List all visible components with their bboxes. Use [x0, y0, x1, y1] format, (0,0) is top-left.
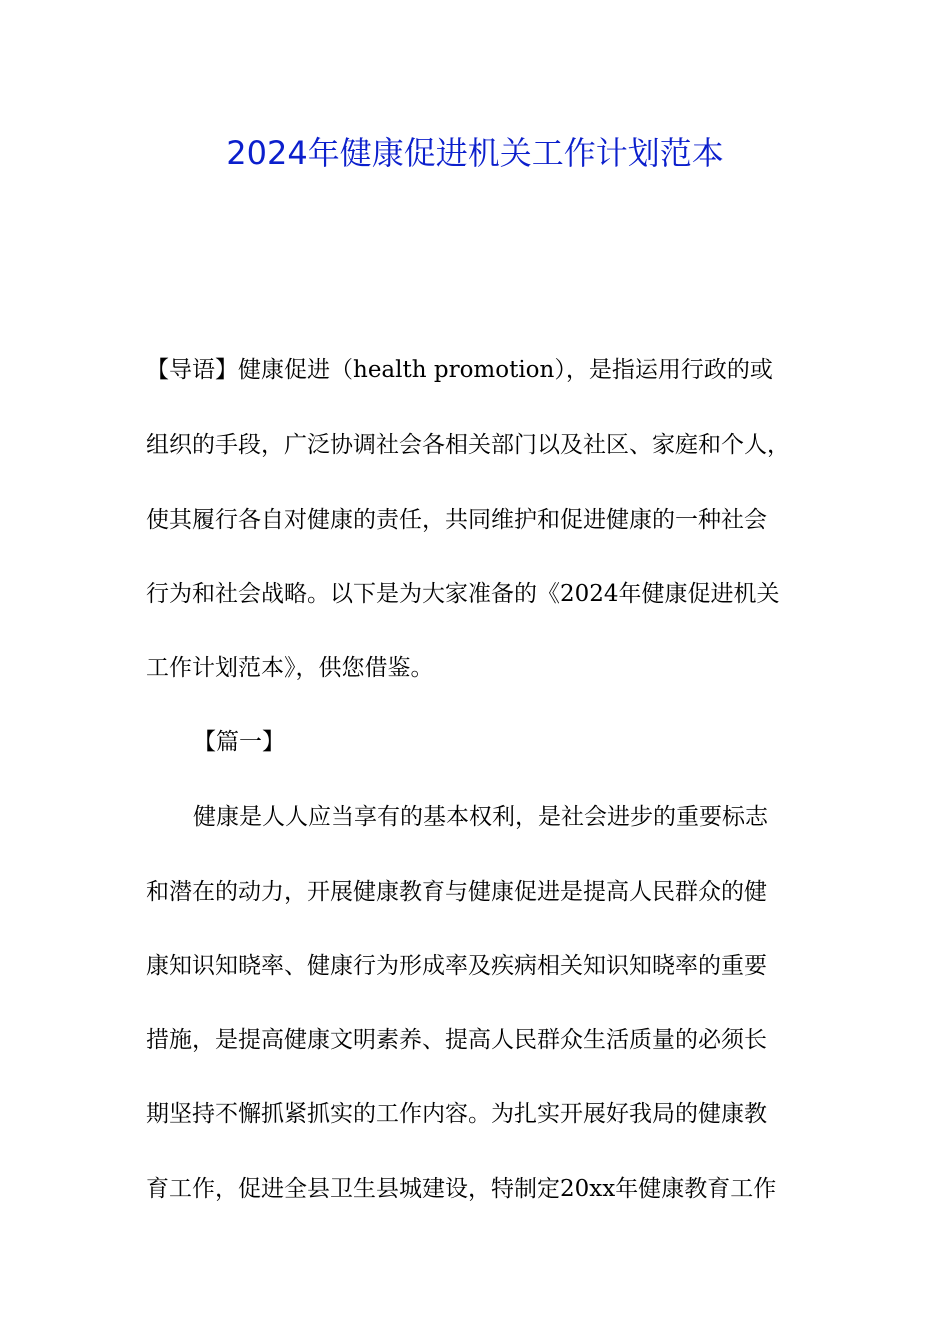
text-line: 康知识知晓率、健康行为形成率及疾病相关知识知晓率的重要 — [146, 953, 767, 979]
text-line: 使其履行各自对健康的责任，共同维护和促进健康的一种社会 — [146, 507, 767, 533]
text-line: 健康是人人应当享有的基本权利，是社会进步的重要标志 — [193, 804, 768, 830]
text-line: 期坚持不懈抓紧抓实的工作内容。为扎实开展好我局的健康教 — [146, 1101, 767, 1127]
section-heading: 【篇一】 — [193, 729, 285, 755]
document-title: 2024年健康促进机关工作计划范本 — [226, 134, 724, 172]
text-line: 工作计划范本》，供您借鉴。 — [146, 655, 434, 681]
text-line: 育工作，促进全县卫生县城建设，特制定20xx年健康教育工作 — [146, 1176, 777, 1202]
text-line: 措施，是提高健康文明素养、提高人民群众生活质量的必须长 — [146, 1027, 767, 1053]
text-line: 和潜在的动力，开展健康教育与健康促进是提高人民群众的健 — [146, 879, 767, 905]
text-line: 组织的手段，广泛协调社会各相关部门以及社区、家庭和个人， — [146, 432, 790, 458]
text-line: 行为和社会战略。以下是为大家准备的《2024年健康促进机关 — [146, 581, 780, 607]
text-line: 【导语】健康促进（health promotion），是指运用行政的或 — [146, 357, 773, 383]
